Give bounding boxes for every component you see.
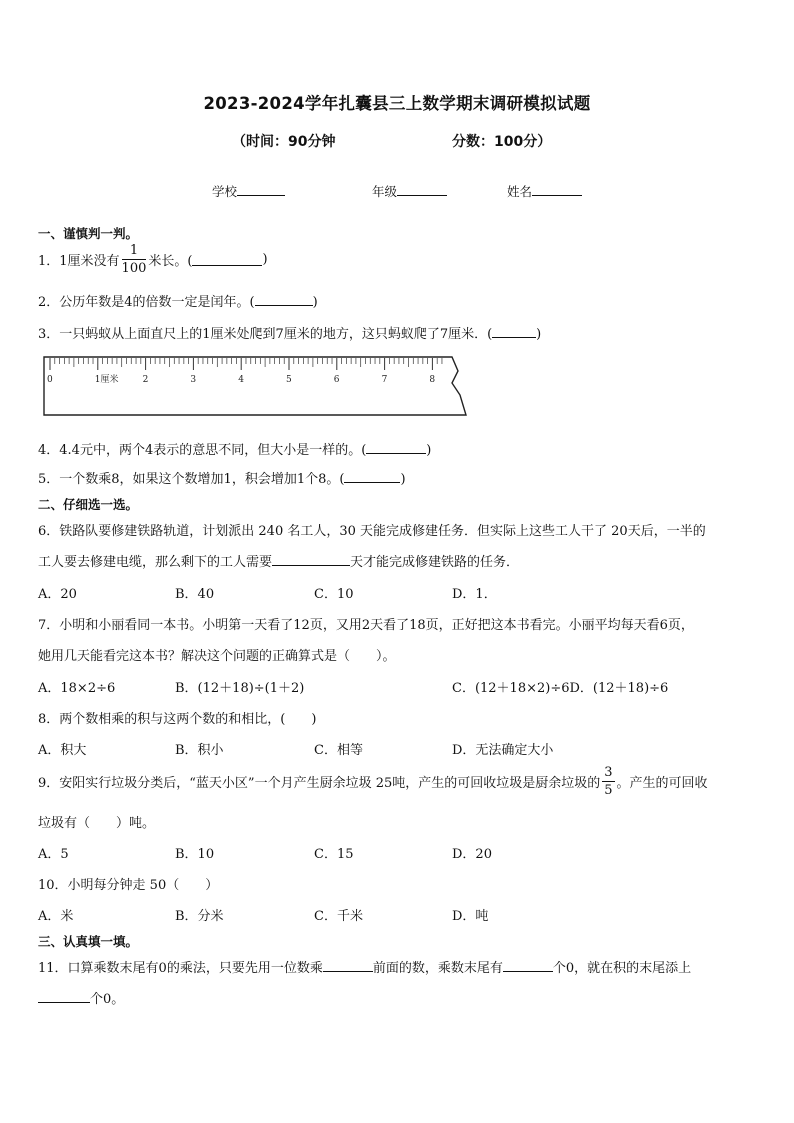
fraction-3-5 [602, 766, 614, 797]
question-9-text-post: 。产生的可回收 [616, 776, 708, 791]
question-5-text: 5．一个数乘8，如果这个数增加1，积会增加1个8。( [38, 472, 345, 487]
q8-option-d[interactable]: D．无法确定大小 [452, 743, 554, 758]
fraction-denominator: 5 [604, 783, 613, 798]
name-label: 姓名 [507, 184, 533, 199]
question-3 [38, 323, 541, 342]
ruler-label: 1厘米 [94, 375, 119, 385]
question-10: 10．小明每分钟走 50（ ） [38, 878, 219, 893]
question-6-line-1: 6．铁路队要修建铁路轨道，计划派出 240 名工人，30 天能完成修建任务．但实际上这些工人干了 20天后，一半的 [38, 524, 706, 539]
q9-option-a[interactable]: A．5 [38, 847, 69, 862]
answer-blank-4[interactable] [366, 441, 426, 454]
paren-close: ) [426, 443, 432, 458]
time-label: （时间：90分钟 [232, 134, 336, 150]
q9-option-d[interactable]: D．20 [452, 847, 492, 862]
paren-close: ) [262, 252, 268, 267]
exam-title: 2023-2024学年扎囊县三上数学期末调研模拟试题 [203, 94, 591, 113]
question-2-text: 2．公历年数是4的倍数一定是闰年。( [38, 295, 255, 310]
q8-option-a[interactable]: A．积大 [38, 743, 87, 758]
question-9-text: 9．安阳实行垃圾分类后，“蓝天小区”一个月产生厨余垃圾 25吨，产生的可回收垃圾是厨余垃圾的 [38, 776, 601, 791]
ruler-label: 8 [429, 375, 436, 385]
section-2-heading: 二、仔细选一选。 [38, 497, 139, 512]
paren-close: ) [312, 295, 318, 310]
answer-blank-6[interactable] [272, 553, 350, 566]
section-1-heading: 一、谨慎判一判。 [38, 226, 139, 241]
q7-option-b[interactable]: B．(12＋18)÷(1＋2) [175, 681, 305, 696]
question-11-text-4: 个0。 [90, 992, 125, 1007]
paren-close: ) [400, 472, 406, 487]
question-8: 8．两个数相乘的积与这两个数的和相比，( ) [38, 712, 317, 727]
ruler-label: 4 [238, 375, 244, 385]
q10-option-a[interactable]: A．米 [38, 909, 74, 924]
answer-blank-11c[interactable] [38, 990, 90, 1003]
school-label: 学校 [212, 184, 238, 199]
fraction-numerator: 3 [604, 765, 613, 780]
question-5 [38, 468, 406, 487]
question-7-line-1: 7．小明和小丽看同一本书。小明第一天看了12页，又用2天看了18页，正好把这本书看完。小丽平均每天看6页， [38, 618, 694, 633]
score-label: 分数：100分） [452, 134, 552, 150]
answer-blank-11a[interactable] [323, 959, 373, 972]
question-11-line-2 [38, 988, 124, 1007]
q9-option-c[interactable]: C．15 [314, 847, 354, 862]
question-4-text: 4．4.4元中，两个4表示的意思不同，但大小是一样的。( [38, 443, 367, 458]
question-9-line-2: 垃圾有（ ）吨。 [38, 816, 156, 831]
fraction-1-100 [122, 244, 147, 275]
section-3-heading: 三、认真填一填。 [38, 934, 139, 949]
fraction-denominator: 100 [121, 261, 147, 276]
answer-blank-3[interactable] [492, 325, 536, 338]
ruler-label: 2 [142, 375, 149, 385]
answer-blank-2[interactable] [255, 293, 313, 306]
question-11-text: 11．口算乘数末尾有0的乘法，只要先用一位数乘 [38, 961, 323, 976]
name-blank[interactable] [532, 183, 582, 196]
q7-option-a[interactable]: A．18×2÷6 [38, 681, 116, 696]
q6-option-b[interactable]: B．40 [175, 587, 215, 602]
fraction-numerator: 1 [122, 244, 147, 260]
q10-option-b[interactable]: B．分米 [175, 909, 224, 924]
question-1-text: 1．1厘米没有 [38, 254, 120, 269]
answer-blank-1[interactable] [192, 253, 262, 266]
question-11-line-1 [38, 957, 691, 976]
name-field [507, 182, 582, 200]
ruler-label: 6 [333, 375, 340, 385]
q7-option-c-d[interactable]: C．(12＋18×2)÷6D．(12＋18)÷6 [452, 681, 669, 696]
ruler-label: 0 [47, 375, 53, 385]
q10-option-c[interactable]: C．千米 [314, 909, 363, 924]
ruler-label: 5 [286, 375, 292, 385]
q9-option-b[interactable]: B．10 [175, 847, 215, 862]
school-field [212, 182, 285, 200]
question-1-text-post: 米长。( [148, 254, 193, 269]
grade-field [372, 182, 447, 200]
question-1 [38, 244, 268, 275]
paren-close: ) [536, 327, 542, 342]
q6-option-d[interactable]: D．1． [452, 587, 497, 602]
answer-blank-5[interactable] [344, 470, 400, 483]
grade-label: 年级 [372, 184, 398, 199]
question-11-text-2: 前面的数，乘数末尾有 [372, 961, 503, 976]
q6-option-a[interactable]: A．20 [38, 587, 77, 602]
q8-option-c[interactable]: C．相等 [314, 743, 363, 758]
grade-blank[interactable] [397, 183, 447, 196]
ruler-label: 7 [381, 375, 388, 385]
question-6-line-2 [38, 551, 519, 570]
question-9-line-1 [38, 766, 708, 797]
ruler-label: 3 [190, 375, 197, 385]
question-11-text-3: 个0，就在积的末尾添上 [552, 961, 692, 976]
question-4 [38, 439, 431, 458]
q8-option-b[interactable]: B．积小 [175, 743, 224, 758]
school-blank[interactable] [237, 183, 285, 196]
answer-blank-11b[interactable] [503, 959, 553, 972]
q6-option-c[interactable]: C．10 [314, 587, 354, 602]
question-7-line-2: 她用几天能看完这本书？解决这个问题的正确算式是（ ）。 [38, 649, 396, 664]
ruler-figure [42, 355, 472, 419]
question-2 [38, 291, 318, 310]
question-6-text: 工人要去修建电缆，那么剩下的工人需要 [38, 555, 273, 570]
q10-option-d[interactable]: D．吨 [452, 909, 489, 924]
ruler-outline [44, 357, 466, 415]
question-6-text-post: 天才能完成修建铁路的任务． [350, 555, 520, 570]
question-3-text: 3．一只蚂蚁从上面直尺上的1厘米处爬到7厘米的地方，这只蚂蚁爬了7厘米．( [38, 327, 493, 342]
